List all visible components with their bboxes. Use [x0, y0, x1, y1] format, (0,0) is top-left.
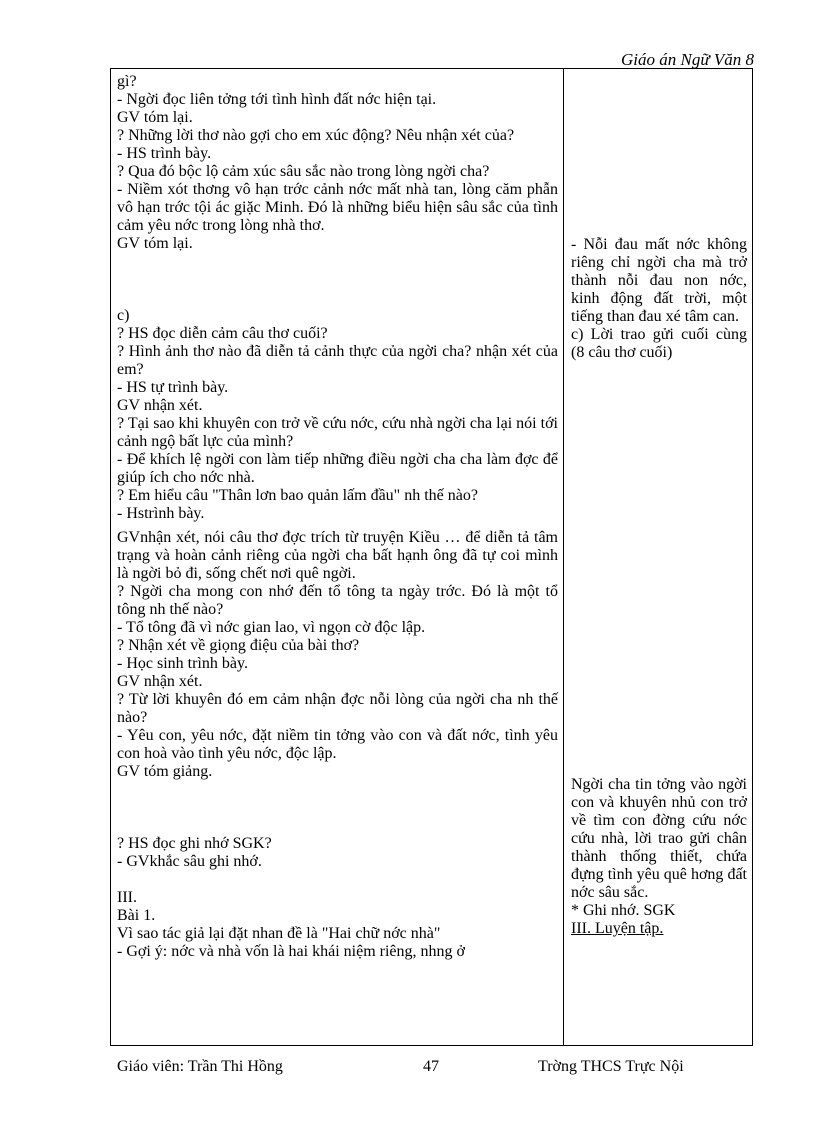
text-line: ? Từ lời khuyên đó em cảm nhận đợc nỗi lòng của ngời cha nh thế nào?	[117, 691, 558, 726]
lesson-content-block-b	[571, 776, 747, 938]
section-label: c)	[117, 307, 130, 324]
text-line: GV tóm lại.	[117, 235, 193, 252]
text-line: ? Qua đó bộc lộ cảm xúc sâu sắc nào trong lòng ngời cha?	[117, 163, 490, 180]
text-line: - HS trình bày.	[117, 145, 212, 162]
text-line: ? Những lời thơ nào gợi cho em xúc động? Nêu nhận xét của?	[117, 127, 515, 144]
text-line: - Yêu con, yêu nớc, đặt niềm tin tởng vào con và đất nớc, tình yêu con hoà vào tình yêu nớc, độc lập.	[117, 727, 558, 762]
text-line: ? Hình ảnh thơ nào đã diễn tả cảnh thực của ngời cha? nhận xét của em?	[117, 343, 558, 378]
activity-block-3	[117, 529, 558, 781]
document-header-subject: Giáo án Ngữ Văn 8	[621, 50, 754, 69]
text-line: GV nhận xét.	[117, 673, 203, 690]
text-line: Vì sao tác giả lại đặt nhan đề là "Hai chữ nớc nhà"	[117, 925, 441, 942]
text-line: ? HS đọc ghi nhớ SGK?	[117, 835, 272, 852]
text-line: - Gợi ý: nớc và nhà vốn là hai khái niệm riêng, nhng ở	[117, 943, 465, 960]
text-line: GVnhận xét, nói câu thơ đợc trích từ truyện Kiều … để diễn tả tâm trạng và hoàn cảnh riêng của ngời cha bất hạnh ông đã tự coi mình là ngời bỏ đi, sống chết nơi quê ngời.	[117, 529, 558, 582]
column-divider	[563, 68, 564, 1046]
text-line: - Tổ tông đã vì nớc gian lao, vì ngọn cờ độc lập.	[117, 619, 426, 636]
teacher-student-activity-column	[117, 73, 558, 961]
content-note: Ngời cha tin tởng vào ngời con và khuyên nhủ con trở về tìm con đờng cứu nớc cứu nhà, lời trao gửi chân thành thống thiết, chứa đựng tình yêu quê hơng đất nớc sâu sắc.	[571, 776, 747, 901]
lesson-content-block-a	[571, 236, 747, 362]
text-line: gì?	[117, 73, 137, 90]
spacer	[117, 781, 558, 835]
text-line: ? HS đọc diễn cảm câu thơ cuối?	[117, 325, 328, 342]
text-line: - Niềm xót thơng vô hạn trớc cảnh nớc mất nhà tan, lòng căm phẫn vô hạn trớc tội ác giặc Minh. Đó là những biểu hiện sâu sắc của tình cảm yêu nớc trong lòng nhà thơ.	[117, 181, 558, 234]
activity-block-2	[117, 307, 558, 523]
text-line: - HS tự trình bày.	[117, 379, 229, 396]
text-line: GV tóm lại.	[117, 109, 193, 126]
text-line: ? Ngời cha mong con nhớ đến tổ tông ta ngày trớc. Đó là một tổ tông nh thế nào?	[117, 583, 558, 618]
section-heading: c) Lời trao gửi cuối cùng (8 câu thơ cuối)	[571, 326, 747, 361]
text-line: GV nhận xét.	[117, 397, 203, 414]
section-heading-practice: III. Luyện tập.	[571, 920, 664, 937]
text-line: - Hstrình bày.	[117, 505, 205, 522]
spacer	[117, 253, 558, 307]
section-label: III.	[117, 889, 137, 906]
text-line: Bài 1.	[117, 907, 156, 924]
footer-school: Trờng THCS Trực Nội	[538, 1058, 684, 1075]
spacer	[117, 871, 558, 889]
text-line: - Ngời đọc liên tởng tới tình hình đất nớc hiện tại.	[117, 91, 437, 108]
activity-block-1	[117, 73, 558, 253]
activity-block-4	[117, 835, 558, 871]
text-line: - GVkhắc sâu ghi nhớ.	[117, 853, 262, 870]
activity-block-5	[117, 889, 558, 961]
footer-page-number: 47	[423, 1058, 439, 1075]
text-line: - Học sinh trình bày.	[117, 655, 248, 672]
summary-note: * Ghi nhớ. SGK	[571, 902, 676, 919]
text-line: ? Tại sao khi khuyên con trở về cứu nớc, cứu nhà ngời cha lại nói tới cảnh ngộ bất lực của mình?	[117, 415, 558, 450]
text-line: - Để khích lệ ngời con làm tiếp những điều ngời cha cha làm đợc để giúp ích cho nớc nhà.	[117, 451, 558, 486]
content-note: - Nỗi đau mất nớc không riêng chỉ ngời cha mà trở thành nỗi đau non nớc, kinh động đất trời, một tiếng than đau xé tâm can.	[571, 236, 747, 325]
text-line: GV tóm giảng.	[117, 763, 213, 780]
text-line: ? Em hiểu câu "Thân lơn bao quản lấm đầu" nh thế nào?	[117, 487, 478, 504]
footer-teacher: Giáo viên: Trần Thi Hồng	[117, 1058, 283, 1075]
text-line: ? Nhận xét về giọng điệu của bài thơ?	[117, 637, 360, 654]
